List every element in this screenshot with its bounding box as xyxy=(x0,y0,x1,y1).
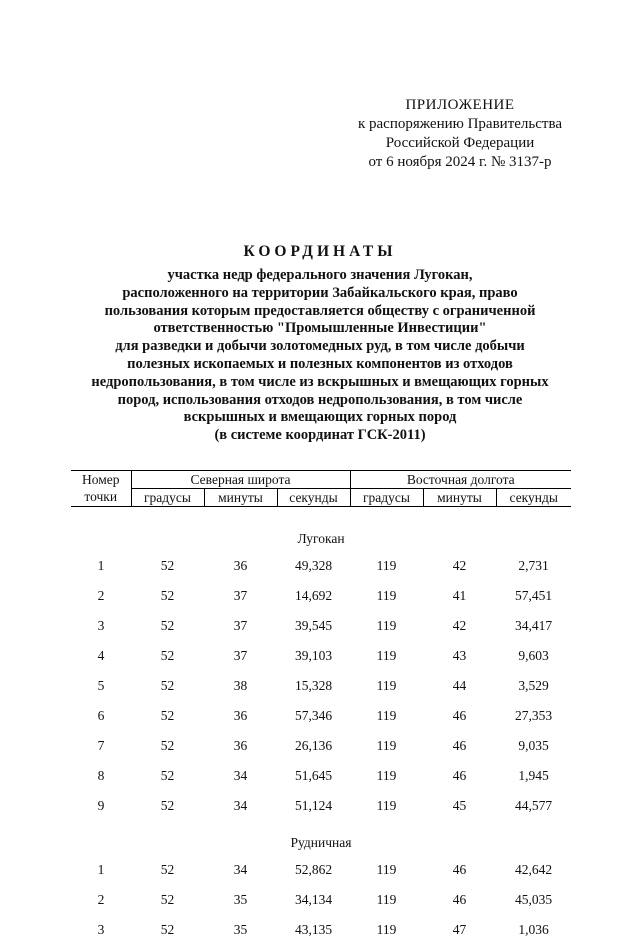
section-header-row xyxy=(71,817,571,851)
lat-minutes-cell: 36 xyxy=(204,547,277,577)
lon-degrees-cell: 119 xyxy=(350,911,423,941)
lat-seconds-cell: 43,135 xyxy=(277,911,350,941)
point-number-cell: 1 xyxy=(71,851,131,881)
lon-degrees-cell: 119 xyxy=(350,881,423,911)
point-number-cell: 5 xyxy=(71,667,131,697)
header-lon-minutes: минуты xyxy=(423,489,496,507)
section-header-row xyxy=(71,507,571,548)
lat-seconds-cell: 14,692 xyxy=(277,577,350,607)
section-name: Рудничная xyxy=(71,817,571,851)
document-subtitle xyxy=(60,267,580,445)
lon-minutes-cell: 42 xyxy=(423,547,496,577)
point-number-cell: 8 xyxy=(71,757,131,787)
appendix-line-1: к распоряжению Правительства xyxy=(300,115,620,134)
lat-degrees-cell: 52 xyxy=(131,881,204,911)
lon-seconds-cell: 42,642 xyxy=(496,851,571,881)
table-row xyxy=(71,757,571,787)
subtitle-line: пользования которым предоставляется обществу с ограниченной xyxy=(60,303,580,321)
lon-degrees-cell: 119 xyxy=(350,607,423,637)
lon-degrees-cell: 119 xyxy=(350,757,423,787)
subtitle-line: полезных ископаемых и полезных компонентов из отходов xyxy=(60,356,580,374)
lon-minutes-cell: 46 xyxy=(423,727,496,757)
subtitle-line: недропользования, в том числе из вскрышных и вмещающих горных xyxy=(60,374,580,392)
lat-seconds-cell: 52,862 xyxy=(277,851,350,881)
lon-minutes-cell: 47 xyxy=(423,911,496,941)
lat-minutes-cell: 36 xyxy=(204,697,277,727)
subtitle-line: расположенного на территории Забайкальского края, право xyxy=(60,285,580,303)
table-row xyxy=(71,851,571,881)
header-lat-minutes: минуты xyxy=(204,489,277,507)
lon-minutes-cell: 46 xyxy=(423,697,496,727)
point-number-cell: 2 xyxy=(71,881,131,911)
lon-seconds-cell: 57,451 xyxy=(496,577,571,607)
header-lon-seconds: секунды xyxy=(496,489,571,507)
lat-seconds-cell: 57,346 xyxy=(277,697,350,727)
lat-minutes-cell: 36 xyxy=(204,727,277,757)
lat-minutes-cell: 35 xyxy=(204,881,277,911)
lon-degrees-cell: 119 xyxy=(350,667,423,697)
subtitle-line: (в системе координат ГСК-2011) xyxy=(60,427,580,445)
lat-degrees-cell: 52 xyxy=(131,637,204,667)
lat-degrees-cell: 52 xyxy=(131,787,204,817)
lon-degrees-cell: 119 xyxy=(350,547,423,577)
table-row xyxy=(71,911,571,941)
table-row xyxy=(71,881,571,911)
header-lat-degrees: градусы xyxy=(131,489,204,507)
appendix-line-2: Российской Федерации xyxy=(300,134,620,153)
coordinates-table xyxy=(71,470,571,941)
table-row xyxy=(71,637,571,667)
lon-degrees-cell: 119 xyxy=(350,727,423,757)
lon-seconds-cell: 44,577 xyxy=(496,787,571,817)
lat-seconds-cell: 39,103 xyxy=(277,637,350,667)
lat-seconds-cell: 26,136 xyxy=(277,727,350,757)
lat-minutes-cell: 37 xyxy=(204,577,277,607)
lon-minutes-cell: 45 xyxy=(423,787,496,817)
subtitle-line: вскрышных и вмещающих горных пород xyxy=(60,409,580,427)
lon-minutes-cell: 43 xyxy=(423,637,496,667)
header-east-longitude: Восточная долгота xyxy=(350,471,571,489)
lon-degrees-cell: 119 xyxy=(350,697,423,727)
lat-seconds-cell: 34,134 xyxy=(277,881,350,911)
point-number-cell: 3 xyxy=(71,911,131,941)
lon-minutes-cell: 44 xyxy=(423,667,496,697)
lon-seconds-cell: 1,036 xyxy=(496,911,571,941)
lat-seconds-cell: 51,124 xyxy=(277,787,350,817)
lat-seconds-cell: 49,328 xyxy=(277,547,350,577)
lon-seconds-cell: 9,603 xyxy=(496,637,571,667)
lat-degrees-cell: 52 xyxy=(131,667,204,697)
lat-minutes-cell: 34 xyxy=(204,757,277,787)
appendix-line-3: от 6 ноября 2024 г. № 3137-р xyxy=(300,153,620,172)
lat-degrees-cell: 52 xyxy=(131,697,204,727)
lon-degrees-cell: 119 xyxy=(350,637,423,667)
lon-seconds-cell: 9,035 xyxy=(496,727,571,757)
subtitle-line: участка недр федерального значения Лугокан, xyxy=(60,267,580,285)
lat-minutes-cell: 37 xyxy=(204,637,277,667)
lon-degrees-cell: 119 xyxy=(350,851,423,881)
subtitle-line: для разведки и добычи золотомедных руд, в том числе добычи xyxy=(60,338,580,356)
table-row xyxy=(71,697,571,727)
point-number-cell: 6 xyxy=(71,697,131,727)
header-lon-degrees: градусы xyxy=(350,489,423,507)
lon-seconds-cell: 34,417 xyxy=(496,607,571,637)
table-row xyxy=(71,547,571,577)
table-body xyxy=(71,507,571,941)
point-number-cell: 4 xyxy=(71,637,131,667)
table-row xyxy=(71,727,571,757)
lat-degrees-cell: 52 xyxy=(131,577,204,607)
point-number-cell: 9 xyxy=(71,787,131,817)
lat-degrees-cell: 52 xyxy=(131,757,204,787)
header-lat-seconds: секунды xyxy=(277,489,350,507)
lat-minutes-cell: 34 xyxy=(204,787,277,817)
lon-minutes-cell: 46 xyxy=(423,757,496,787)
lon-minutes-cell: 46 xyxy=(423,881,496,911)
lon-seconds-cell: 45,035 xyxy=(496,881,571,911)
subtitle-line: ответственностью "Промышленные Инвестиции" xyxy=(60,320,580,338)
lat-minutes-cell: 38 xyxy=(204,667,277,697)
lon-minutes-cell: 42 xyxy=(423,607,496,637)
subtitle-line: пород, использования отходов недропользования, в том числе xyxy=(60,392,580,410)
point-number-cell: 1 xyxy=(71,547,131,577)
lat-seconds-cell: 51,645 xyxy=(277,757,350,787)
lon-minutes-cell: 46 xyxy=(423,851,496,881)
table-row xyxy=(71,577,571,607)
document-title: КООРДИНАТЫ xyxy=(0,243,640,261)
appendix-block xyxy=(300,96,620,172)
point-number-cell: 7 xyxy=(71,727,131,757)
lon-seconds-cell: 1,945 xyxy=(496,757,571,787)
lat-degrees-cell: 52 xyxy=(131,727,204,757)
lon-degrees-cell: 119 xyxy=(350,787,423,817)
appendix-label: ПРИЛОЖЕНИЕ xyxy=(300,96,620,115)
lon-degrees-cell: 119 xyxy=(350,577,423,607)
lat-seconds-cell: 15,328 xyxy=(277,667,350,697)
lat-seconds-cell: 39,545 xyxy=(277,607,350,637)
lon-seconds-cell: 3,529 xyxy=(496,667,571,697)
point-number-cell: 3 xyxy=(71,607,131,637)
section-name: Лугокан xyxy=(71,507,571,548)
lat-minutes-cell: 34 xyxy=(204,851,277,881)
lat-minutes-cell: 35 xyxy=(204,911,277,941)
lon-seconds-cell: 27,353 xyxy=(496,697,571,727)
lat-degrees-cell: 52 xyxy=(131,547,204,577)
header-north-latitude: Северная широта xyxy=(131,471,350,489)
lat-minutes-cell: 37 xyxy=(204,607,277,637)
lon-seconds-cell: 2,731 xyxy=(496,547,571,577)
lat-degrees-cell: 52 xyxy=(131,607,204,637)
table-row xyxy=(71,607,571,637)
header-point-label: точки xyxy=(71,489,131,507)
lat-degrees-cell: 52 xyxy=(131,851,204,881)
table-row xyxy=(71,787,571,817)
header-point-number: Номер xyxy=(71,471,131,489)
table-row xyxy=(71,667,571,697)
point-number-cell: 2 xyxy=(71,577,131,607)
lat-degrees-cell: 52 xyxy=(131,911,204,941)
lon-minutes-cell: 41 xyxy=(423,577,496,607)
